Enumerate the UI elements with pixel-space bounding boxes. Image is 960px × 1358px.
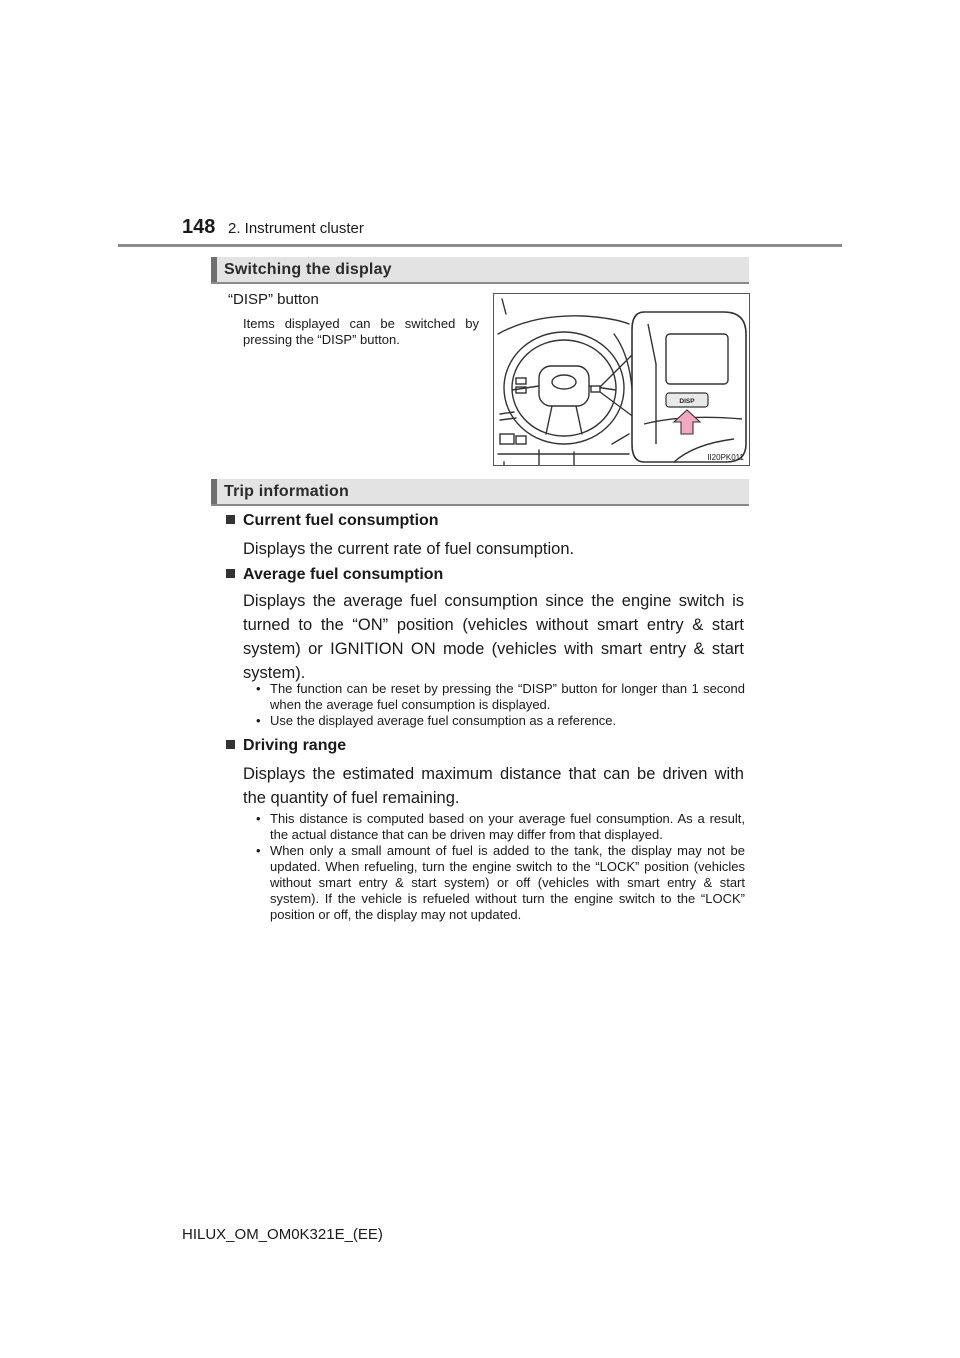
figure-id: II20PK011 [707,453,744,462]
list-item: • Use the displayed average fuel consumption as a reference. [256,713,617,728]
bullet-list-driving-range [256,811,745,923]
item-heading-driving-range: Driving range [226,737,346,755]
chapter-title: 2. Instrument cluster [228,220,364,237]
section-heading-trip [211,479,749,506]
item-heading-current-fuel: Current fuel consumption [226,512,439,530]
item-text-driving-range: Displays the estimated maximum distance that can be driven with the quantity of fuel remaining. [243,765,744,807]
section-title: Switching the display [224,261,392,278]
section-accent [211,257,217,282]
manual-code-footer: HILUX_OM_OM0K321E_(EE) [182,1226,383,1243]
square-bullet-icon [226,569,235,578]
list-item: • When only a small amount of fuel is added to the tank, the display may not be updated. When refueling, turn the engine switch to the “LOCK” position (vehicles without smart entry & start system) or off (vehicles with smart entry & start system). If the vehicle is refueled without turn the engine switch to the “LOCK” position or off, the display may not updated. [256,843,745,922]
page-number: 148 [182,216,216,238]
disp-button-label: “DISP” button [228,291,319,308]
item-text-average-fuel: Displays the average fuel consumption since the engine switch is turned to the “ON” position (vehicles without smart entry & start system) or IGNITION ON mode (vehicles with smart entry & start system). [243,592,744,682]
section-title: Trip information [224,483,349,500]
steering-wheel-illustration [494,294,750,466]
item-heading-average-fuel: Average fuel consumption [226,566,443,584]
list-item: • This distance is computed based on your average fuel consumption. As a result, the actual distance that can be driven may differ from that displayed. [256,811,745,842]
list-item: • The function can be reset by pressing the “DISP” button for longer than 1 second when the average fuel consumption is displayed. [256,681,745,712]
section-accent [211,479,217,504]
disp-button-graphic-label: DISP [679,398,695,405]
item-text-current-fuel: Displays the current rate of fuel consumption. [243,540,575,558]
square-bullet-icon [226,515,235,524]
section-heading-switching [211,257,749,284]
bullet-list-average-fuel [256,681,745,729]
steering-wheel-figure [493,293,750,466]
disp-button-description: Items displayed can be switched by pressing the “DISP” button. [243,316,479,347]
square-bullet-icon [226,740,235,749]
header-rule [118,244,842,247]
